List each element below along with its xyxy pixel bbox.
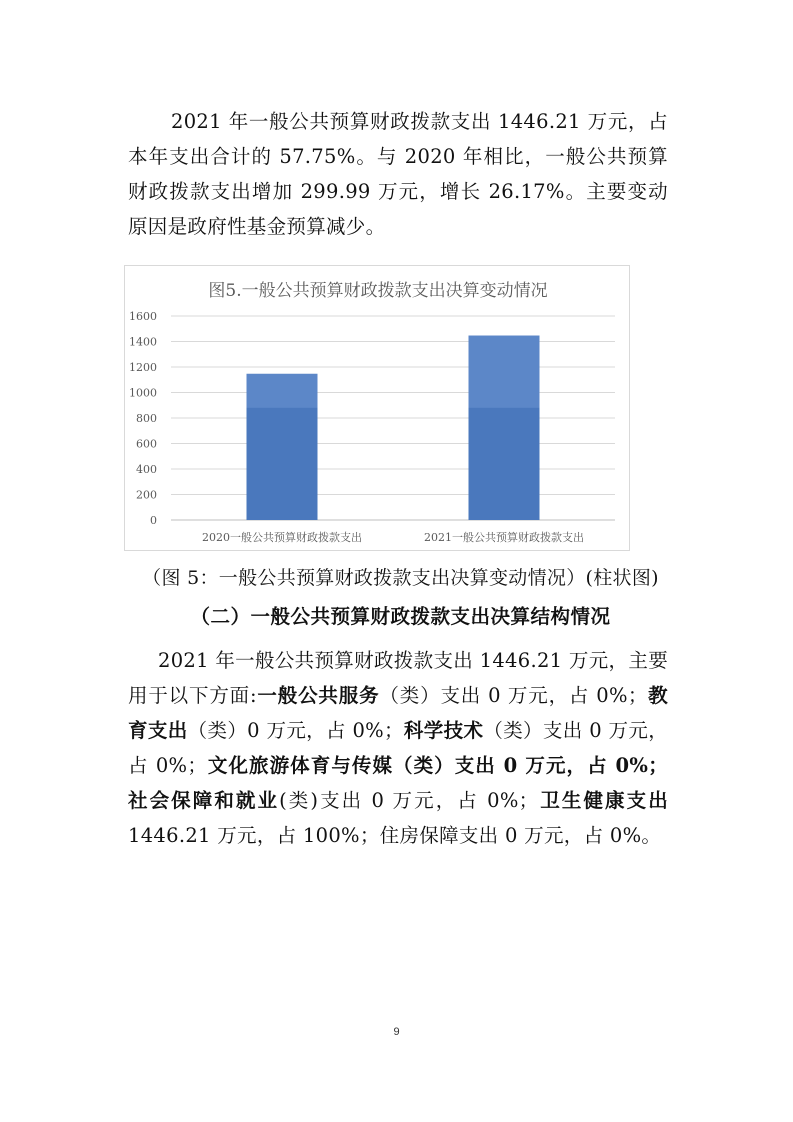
bar-chart-svg: [125, 266, 631, 552]
chart-gridlines: [171, 316, 615, 520]
figure-caption: （图 5：一般公共预算财政拨款支出决算变动情况）(柱状图): [142, 567, 659, 589]
y-tick-label: 1600: [129, 310, 157, 323]
structure-text-10: 卫生健康支出: [538, 789, 668, 812]
structure-text-3: （类）支出 0 万元，占 0%；: [379, 684, 648, 707]
y-tick-label: 0: [150, 514, 157, 527]
page-number: 9: [393, 1026, 400, 1038]
y-tick-label: 1000: [129, 386, 157, 400]
structure-text-6: 科学技术: [403, 719, 484, 742]
structure-text-4: 教育支出: [128, 684, 668, 742]
x-category-label-2: 2021一般公共预算财政拨款支出: [424, 531, 584, 544]
structure-text-7: （类）支出 0 万元，占 0%；: [128, 719, 668, 777]
y-tick-label: 1400: [129, 335, 157, 349]
y-tick-label: 200: [136, 488, 157, 502]
structure-text-11: 1446.21 万元，占 100%；住房保障支出 0 万元，占 0%。: [128, 824, 662, 847]
bar-chart: [124, 265, 630, 551]
bar-2-highlight: [469, 336, 540, 408]
bar-1-highlight: [247, 374, 318, 408]
chart-x-axis: [202, 530, 584, 544]
paragraph-expenditure-summary: [128, 104, 668, 244]
chart-bars: [247, 336, 540, 520]
chart-y-axis: [129, 310, 157, 527]
y-tick-label: 1200: [129, 361, 157, 374]
paragraph-expenditure-summary-text: 2021 年一般公共预算财政拨款支出 1446.21 万元，占本年支出合计的 57.75%。与 2020 年相比，一般公共预算财政拨款支出增加 299.99 万元，增长 26.17%。主要变动原因是政府性基金预算减少。: [128, 110, 668, 238]
y-tick-label: 800: [136, 412, 157, 425]
chart-title: 图5.一般公共预算财政拨款支出决算变动情况: [208, 281, 548, 301]
structure-text-9: (类)支出 0 万元，占 0%；: [279, 789, 539, 812]
structure-text-2: 一般公共服务: [256, 684, 380, 707]
structure-text-5: （类）0 万元，占 0%；: [187, 719, 404, 742]
paragraph-expenditure-structure: [128, 643, 668, 853]
y-tick-label: 600: [136, 437, 157, 451]
structure-text-1: 2021 年一般公共预算财政拨款支出 1446.21 万元，主要用于以下方面:: [128, 649, 668, 707]
structure-text-8: 文化旅游体育与传媒（类）支出 0 万元，占 0%；社会保障和就业: [128, 754, 668, 812]
section-heading: （二）一般公共预算财政拨款支出决算结构情况: [190, 605, 611, 628]
x-category-label-1: 2020一般公共预算财政拨款支出: [202, 531, 362, 544]
y-tick-label: 400: [136, 463, 157, 476]
